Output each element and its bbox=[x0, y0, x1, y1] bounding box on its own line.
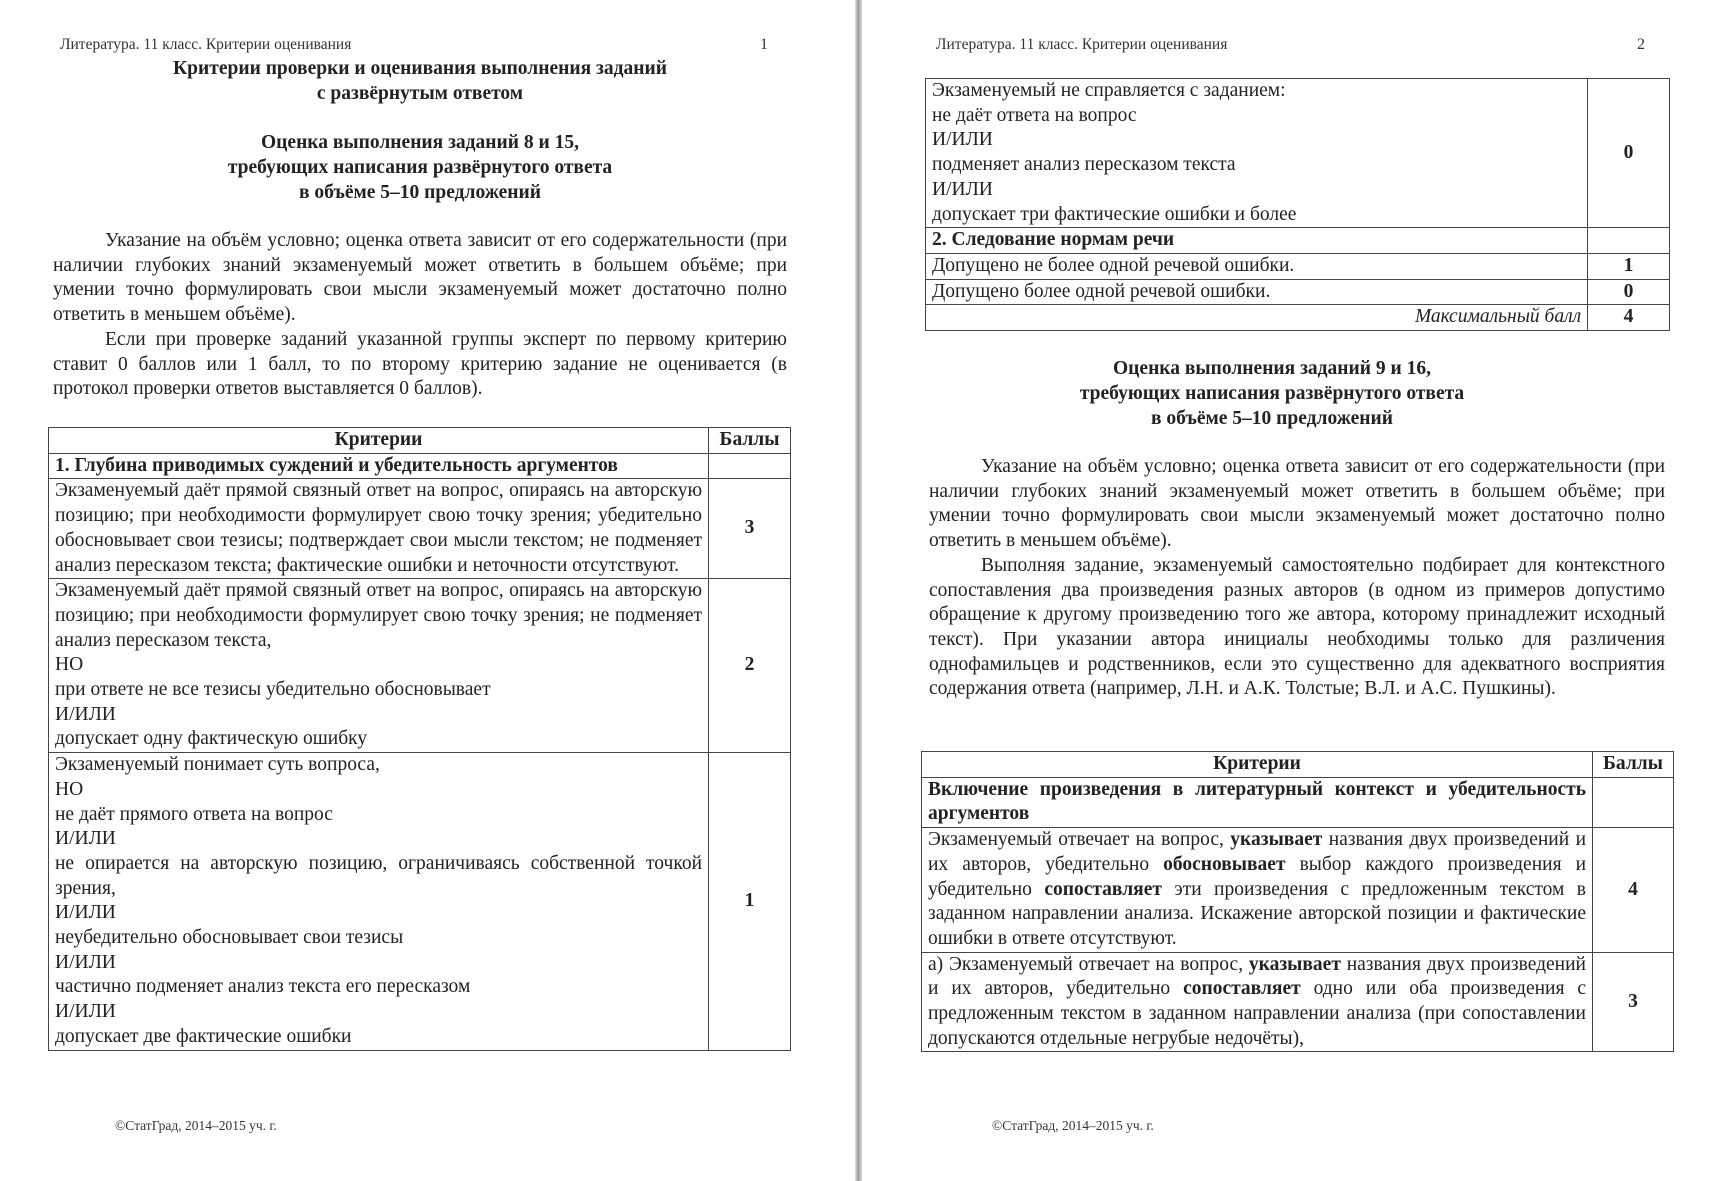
instruction-paragraph: Если при проверке заданий указанной группы эксперт по первому критерию ставит 0 баллов или 1 балл, то по второму критерию задание не оценивается (в протокол проверки ответов выставляется 0 баллов). bbox=[53, 328, 787, 400]
criterion-keyword: указывает bbox=[1230, 829, 1323, 851]
empty-score-cell bbox=[709, 453, 791, 479]
criteria-table bbox=[48, 427, 791, 1051]
criterion-line: при ответе не все тезисы убедительно обосновывает bbox=[55, 679, 491, 701]
instruction-paragraph: Указание на объём условно; оценка ответа зависит от его содержательности (при наличии глубоких знаний экзаменуемый может ответить в большем объёме; при умении точно формулировать свои мысли экзаменуемый может достаточно полно ответить в меньшем объёме). bbox=[53, 230, 787, 326]
instruction-paragraph: Выполняя задание, экзаменуемый самостоятельно подбирает для контекстного сопоставления два произведения разных авторов (в одном из примеров допустимо обращение к другому произведению того же автора, которому принадлежит исходный текст). При указании автора инициалы необходимы только для различения однофамильцев и родственников, если это существенно для адекватного восприятия содержания ответа (например, Л.Н. и А.К. Толстые; В.Л. и А.С. Пушкины). bbox=[929, 554, 1665, 700]
criterion-description: Экзаменуемый даёт прямой связный ответ на вопрос, опираясь на авторскую позицию; при необходимости формулирует свою точку зрения; убедительно обосновывает свои тезисы; подтверждает свои мысли текстом; не подменяет анализ пересказом текста; фактические ошибки и неточности отсутствуют. bbox=[49, 479, 709, 579]
criterion-connector: И/ИЛИ bbox=[932, 178, 993, 200]
criterion-text: выбор каждого произведения и убедительно bbox=[928, 853, 1587, 900]
section-title-line: требующих написания развёрнутого ответа bbox=[227, 157, 613, 178]
criterion-connector: НО bbox=[55, 654, 84, 676]
criterion-line: допускает две фактические ошибки bbox=[55, 1025, 352, 1047]
criterion-score: 1 bbox=[1588, 253, 1670, 279]
criterion-connector: И/ИЛИ bbox=[55, 902, 116, 924]
page-2 bbox=[862, 0, 1716, 1181]
column-header-criteria: Критерии bbox=[49, 428, 709, 454]
criterion-connector: И/ИЛИ bbox=[932, 129, 993, 151]
criterion-text: названия двух произведений и их авторов, убедительно bbox=[928, 829, 1586, 875]
criterion-line: частично подменяет анализ текста его пересказом bbox=[55, 976, 471, 998]
page-1 bbox=[0, 0, 855, 1181]
max-score-value: 4 bbox=[1588, 305, 1670, 331]
criterion-connector: И/ИЛИ bbox=[55, 951, 116, 973]
criterion-score: 0 bbox=[1588, 79, 1670, 228]
criterion-line: не опирается на авторскую позицию, ограничиваясь собственной точкой зрения, bbox=[55, 852, 703, 899]
section-title-line: требующих написания развёрнутого ответа bbox=[1079, 383, 1465, 404]
section-title-line: Оценка выполнения заданий 8 и 15, bbox=[261, 132, 579, 153]
criterion-line: Экзаменуемый даёт прямой связный ответ на вопрос, опираясь на авторскую позицию; при необходимости формулирует свою точку зрения; не подменяет анализ пересказом текста, bbox=[55, 580, 703, 651]
page-divider bbox=[855, 0, 862, 1181]
empty-score-cell bbox=[1593, 777, 1674, 827]
main-title-line: с развёрнутым ответом bbox=[316, 83, 524, 104]
criterion-connector: И/ИЛИ bbox=[55, 703, 116, 725]
criterion-score: 2 bbox=[709, 579, 791, 753]
criterion-description: Допущено более одной речевой ошибки. bbox=[926, 279, 1588, 305]
criterion-description bbox=[49, 579, 709, 753]
criterion-line: не даёт ответа на вопрос bbox=[932, 104, 1137, 126]
criterion-section-title: 2. Следование нормам речи bbox=[926, 228, 1588, 254]
criteria-table-continued bbox=[925, 78, 1670, 331]
criterion-score: 4 bbox=[1593, 828, 1674, 953]
instructions bbox=[53, 229, 787, 402]
criterion-section-title: Включение произведения в литературный контекст и убедительность аргументов bbox=[922, 777, 1593, 827]
criterion-text: эти произведения с предложенным текстом в заданном направлении анализа. Искажение авторской позиции и фактические ошибки в ответе отсутствуют. bbox=[928, 878, 1586, 949]
criterion-keyword: указывает bbox=[1248, 953, 1341, 975]
criterion-line: допускает одну фактическую ошибку bbox=[55, 728, 368, 750]
section-title-line: Оценка выполнения заданий 9 и 16, bbox=[1113, 358, 1431, 379]
page-number: 1 bbox=[760, 36, 768, 53]
page-number: 2 bbox=[1637, 36, 1645, 53]
footer-copyright: ©СтатГрад, 2014–2015 уч. г. bbox=[115, 1118, 277, 1133]
criterion-description: Допущено не более одной речевой ошибки. bbox=[926, 253, 1588, 279]
criterion-description bbox=[922, 952, 1593, 1052]
main-title bbox=[100, 56, 740, 106]
criterion-score: 1 bbox=[709, 753, 791, 1050]
footer-copyright: ©СтатГрад, 2014–2015 уч. г. bbox=[992, 1118, 1154, 1133]
criterion-text: Экзаменуемый отвечает на вопрос, bbox=[928, 829, 1231, 851]
criterion-line: допускает три фактические ошибки и более bbox=[932, 203, 1297, 225]
criterion-keyword: сопоставляет bbox=[1183, 978, 1301, 1000]
criterion-line: подменяет анализ пересказом текста bbox=[932, 154, 1236, 176]
criteria-table bbox=[921, 751, 1674, 1052]
criterion-connector: И/ИЛИ bbox=[55, 828, 116, 850]
section-title bbox=[100, 130, 740, 205]
section-title-line: в объёме 5–10 предложений bbox=[299, 182, 541, 203]
instruction-paragraph: Указание на объём условно; оценка ответа зависит от его содержательности (при наличии глубоких знаний экзаменуемый может ответить в большем объёме; при умении точно формулировать свои мысли экзаменуемый может достаточно полно ответить в меньшем объёме). bbox=[929, 456, 1665, 552]
criterion-line: Экзаменуемый не справляется с заданием: bbox=[932, 80, 1286, 101]
main-title-line: Критерии проверки и оценивания выполнения заданий bbox=[173, 58, 667, 79]
criterion-score: 3 bbox=[709, 479, 791, 579]
criterion-description bbox=[922, 828, 1593, 953]
column-header-points: Баллы bbox=[1593, 752, 1674, 778]
criterion-description bbox=[926, 79, 1588, 228]
max-score-label: Максимальный балл bbox=[926, 305, 1588, 331]
section-title-line: в объёме 5–10 предложений bbox=[1151, 408, 1393, 429]
running-header: Литература. 11 класс. Критерии оценивания bbox=[60, 36, 352, 53]
running-header: Литература. 11 класс. Критерии оценивания bbox=[936, 36, 1228, 53]
criterion-line: Экзаменуемый понимает суть вопроса, bbox=[55, 754, 380, 776]
criterion-section-title: 1. Глубина приводимых суждений и убедительность аргументов bbox=[49, 453, 709, 479]
instructions bbox=[929, 455, 1665, 702]
column-header-points: Баллы bbox=[709, 428, 791, 454]
criterion-text: а) Экзаменуемый отвечает на вопрос, bbox=[928, 953, 1249, 975]
criterion-score: 0 bbox=[1588, 279, 1670, 305]
criterion-description bbox=[49, 753, 709, 1050]
criterion-text: одно или оба произведения с предложенным текстом в заданном направлении анализа (при сопоставлении допускаются отдельные негрубые недочёты), bbox=[928, 978, 1586, 1049]
criterion-connector: НО bbox=[55, 778, 84, 800]
criterion-line: не даёт прямого ответа на вопрос bbox=[55, 803, 333, 825]
criterion-text: названия двух произведений и их авторов, убедительно bbox=[928, 953, 1586, 1000]
column-header-criteria: Критерии bbox=[922, 752, 1593, 778]
criterion-score: 3 bbox=[1593, 952, 1674, 1052]
empty-score-cell bbox=[1588, 228, 1670, 254]
criterion-keyword: сопоставляет bbox=[1044, 878, 1162, 900]
criterion-line: неубедительно обосновывает свои тезисы bbox=[55, 927, 404, 949]
criterion-keyword: обосновывает bbox=[1163, 853, 1286, 875]
criterion-connector: И/ИЛИ bbox=[55, 1001, 116, 1023]
section-title bbox=[922, 356, 1622, 431]
